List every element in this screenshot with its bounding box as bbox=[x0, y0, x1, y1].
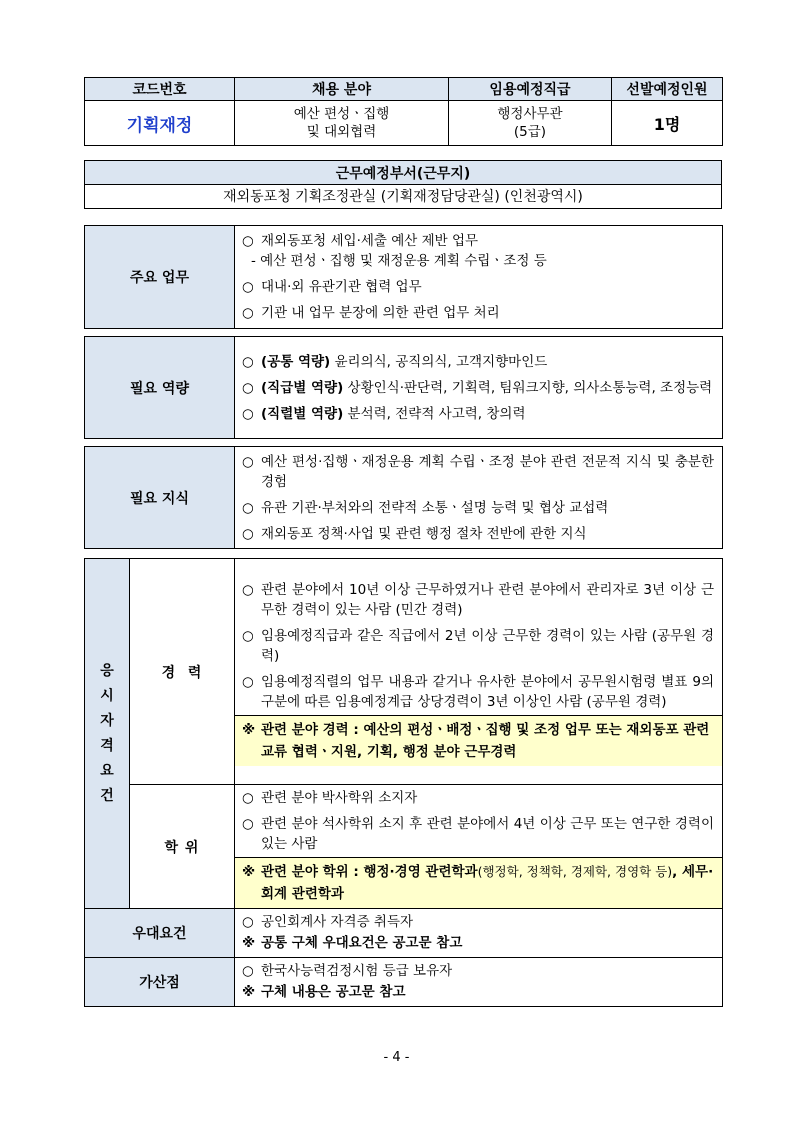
duty-text: 재외동포청 세입·세출 예산 제반 업무 bbox=[261, 233, 479, 249]
career-note bbox=[235, 715, 722, 766]
department-title: 근무예정부서(근무지) bbox=[85, 161, 722, 185]
degree-label-text: 학 위 bbox=[164, 839, 200, 856]
circle-marker: ○ bbox=[242, 963, 254, 979]
bonus-label: 가산점 bbox=[85, 958, 235, 1007]
degree-text: 관련 분야 박사학위 소지자 bbox=[261, 790, 418, 806]
knowledge-item bbox=[235, 449, 722, 495]
duties-label: 주요 업무 bbox=[85, 226, 235, 329]
label-char: 요 bbox=[100, 762, 114, 779]
reference-mark: ※ bbox=[242, 935, 256, 951]
degree-note bbox=[235, 857, 722, 908]
duty-item bbox=[235, 300, 722, 326]
col-grade-header: 임용예정직급 bbox=[449, 78, 612, 101]
duties-table bbox=[84, 225, 723, 329]
circle-marker: ○ bbox=[242, 790, 254, 806]
grade-value bbox=[449, 101, 612, 146]
duty-text: 기관 내 업무 분장에 의한 관련 업무 처리 bbox=[261, 305, 500, 321]
position-table bbox=[84, 77, 723, 146]
knowledge-text: 유관 기관·부처와의 전략적 소통ㆍ설명 능력 및 협상 교섭력 bbox=[261, 499, 609, 516]
label-char: 시 bbox=[100, 687, 114, 704]
circle-marker: ○ bbox=[242, 674, 254, 690]
knowledge-text: 예산 편성·집행ㆍ재정운용 계획 수립ㆍ조정 분야 관련 전문적 지식 및 충분한 경험 bbox=[261, 453, 714, 490]
circle-marker: ○ bbox=[242, 628, 254, 644]
competency-item bbox=[235, 375, 722, 401]
competency-content bbox=[235, 337, 723, 439]
career-text: 임용예정직렬의 업무 내용과 같거나 유사한 분야에서 공무원시험령 별표 9의 구분에 따른 임용예정계급 상당경력이 3년 이상인 사람 (공무원 경력) bbox=[261, 674, 714, 710]
knowledge-text: 재외동포 정책·사업 및 관련 행정 절차 전반에 관한 지식 bbox=[261, 525, 587, 542]
competency-label: 필요 역량 bbox=[85, 337, 235, 439]
col-code-header: 코드번호 bbox=[85, 78, 235, 101]
competency-type: (직급별 역량) bbox=[261, 379, 344, 396]
degree-content bbox=[235, 785, 723, 909]
duty-subitem: - 예산 편성ㆍ집행 및 재정운용 계획 수립ㆍ조정 등 bbox=[251, 253, 547, 269]
knowledge-label: 필요 지식 bbox=[85, 447, 235, 549]
career-item bbox=[235, 577, 722, 623]
duties-content bbox=[235, 226, 723, 329]
degree-note-main: 관련 분야 학위 : 행정·경영 관련학과 bbox=[261, 864, 478, 880]
circle-marker: ○ bbox=[242, 453, 254, 470]
circle-marker: ○ bbox=[242, 525, 254, 542]
degree-item bbox=[235, 785, 722, 811]
requirements-table bbox=[84, 558, 723, 1007]
reference-mark: ※ bbox=[242, 864, 256, 880]
competency-text: 윤리의식, 공직의식, 고객지향마인드 bbox=[334, 353, 548, 370]
bonus-note-text: 구체 내용은 공고문 참고 bbox=[261, 984, 406, 1000]
reference-mark: ※ bbox=[242, 722, 256, 738]
count-value: 1명 bbox=[612, 101, 723, 146]
duty-item bbox=[235, 228, 722, 254]
career-note-text: 관련 분야 경력 : 예산의 편성ㆍ배정ㆍ집행 및 조정 업무 또는 재외동포 관련 교류 협력ㆍ지원, 기획, 행정 분야 근무경력 bbox=[261, 722, 710, 760]
degree-label bbox=[130, 785, 235, 909]
preference-content bbox=[235, 909, 723, 958]
bonus-text: 한국사능력검정시험 등급 보유자 bbox=[261, 963, 453, 979]
circle-marker: ○ bbox=[242, 353, 254, 370]
career-item bbox=[235, 623, 722, 669]
knowledge-item bbox=[235, 521, 722, 547]
circle-marker: ○ bbox=[242, 582, 254, 598]
preference-label: 우대요건 bbox=[85, 909, 235, 958]
label-char: 응 bbox=[100, 662, 114, 679]
degree-note-extra: , 세무·회계 관련학과 bbox=[261, 864, 714, 902]
circle-marker: ○ bbox=[242, 405, 254, 422]
department-table bbox=[84, 160, 722, 209]
circle-marker: ○ bbox=[242, 305, 254, 321]
career-text: 관련 분야에서 10년 이상 근무하였거나 관련 분야에서 관리자로 3년 이상 근무한 경력이 있는 사람 (민간 경력) bbox=[261, 582, 714, 618]
career-item bbox=[235, 669, 722, 715]
competency-item bbox=[235, 401, 722, 427]
circle-marker: ○ bbox=[242, 499, 254, 516]
circle-marker: ○ bbox=[242, 233, 254, 249]
page-number: - 4 - bbox=[383, 1050, 410, 1065]
code-value: 기획재정 bbox=[85, 101, 235, 146]
competency-table bbox=[84, 336, 723, 439]
preference-note-text: 공통 구체 우대요건은 공고문 참고 bbox=[261, 935, 463, 951]
bonus-content bbox=[235, 958, 723, 1007]
competency-type: (직렬별 역량) bbox=[261, 405, 344, 422]
department-value: 재외동포청 기획조정관실 (기획재정담당관실) (인천광역시) bbox=[85, 185, 722, 209]
career-label bbox=[130, 559, 235, 785]
bonus-note bbox=[235, 981, 722, 1004]
label-char: 건 bbox=[100, 787, 114, 804]
career-label-text: 경 력 bbox=[161, 664, 203, 681]
knowledge-item bbox=[235, 495, 722, 521]
circle-marker: ○ bbox=[242, 379, 254, 396]
preference-text: 공인회계사 자격증 취득자 bbox=[261, 914, 414, 930]
circle-marker: ○ bbox=[242, 279, 254, 295]
competency-type: (공통 역량) bbox=[261, 353, 331, 370]
requirements-vertical-label bbox=[85, 659, 129, 809]
bonus-item bbox=[235, 960, 722, 981]
competency-text: 분석력, 전략적 사고력, 창의력 bbox=[347, 405, 526, 422]
grade-line-1: 행정사무관 bbox=[497, 106, 563, 122]
circle-marker: ○ bbox=[242, 816, 254, 832]
degree-item bbox=[235, 811, 722, 857]
preference-note bbox=[235, 932, 722, 955]
col-field-header: 채용 분야 bbox=[235, 78, 449, 101]
circle-marker: ○ bbox=[242, 914, 254, 930]
requirements-label bbox=[85, 559, 130, 909]
career-text: 임용예정직급과 같은 직급에서 2년 이상 근무한 경력이 있는 사람 (공무원 경력) bbox=[261, 628, 714, 664]
duty-item bbox=[235, 274, 722, 300]
reference-mark: ※ bbox=[242, 984, 256, 1000]
col-count-header: 선발예정인원 bbox=[612, 78, 723, 101]
knowledge-content bbox=[235, 447, 723, 549]
grade-line-2: (5급) bbox=[513, 124, 547, 140]
degree-text: 관련 분야 석사학위 소지 후 관련 분야에서 4년 이상 근무 또는 연구한 경력이 있는 사람 bbox=[261, 816, 714, 852]
knowledge-table bbox=[84, 446, 723, 549]
preference-item bbox=[235, 911, 722, 932]
field-line-2: 및 대외협력 bbox=[306, 124, 377, 140]
competency-item bbox=[235, 349, 722, 375]
label-char: 격 bbox=[100, 737, 114, 754]
competency-text: 상황인식·판단력, 기획력, 팀워크지향, 의사소통능력, 조정능력 bbox=[347, 379, 713, 396]
field-line-1: 예산 편성ㆍ집행 bbox=[293, 106, 390, 122]
field-value bbox=[235, 101, 449, 146]
label-char: 자 bbox=[100, 712, 114, 729]
career-content bbox=[235, 559, 723, 785]
degree-note-examples: (행정학, 정책학, 경제학, 경영학 등) bbox=[477, 864, 673, 879]
duty-text: 대내·외 유관기관 협력 업무 bbox=[261, 279, 422, 295]
